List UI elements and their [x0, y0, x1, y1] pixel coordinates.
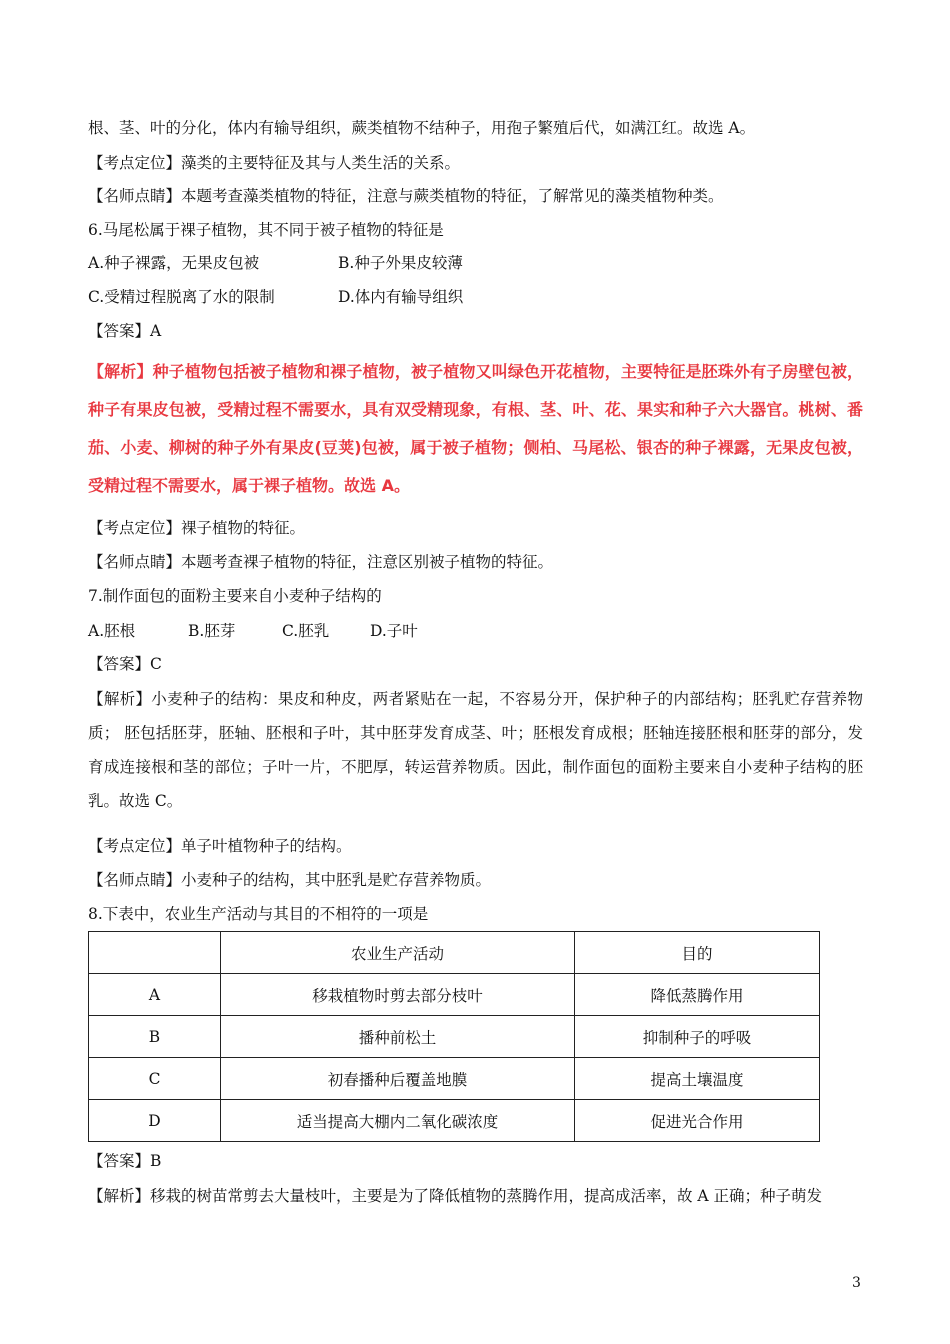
table-header-row: [89, 932, 820, 974]
q7-answer: 【答案】C: [88, 655, 162, 673]
table-cell: 初春播种后覆盖地膜: [221, 1058, 575, 1100]
q8-analysis: 【解析】移栽的树苗常剪去大量枝叶，主要是为了降低植物的蒸腾作用，提高成活率，故 A 正确；种子萌发: [88, 1187, 823, 1205]
q6-options-row2: [88, 286, 463, 308]
table-row: [89, 1100, 820, 1142]
table-cell: B: [89, 1016, 221, 1058]
table-cell: 降低蒸腾作用: [575, 974, 820, 1016]
question-7: 7.制作面包的面粉主要来自小麦种子结构的: [88, 587, 382, 605]
table-row: [89, 974, 820, 1016]
question-8: 8.下表中，农业生产活动与其目的不相符的一项是: [88, 905, 429, 923]
page-number: 3: [852, 1275, 861, 1291]
q7-teacher-tip: 【名师点睛】小麦种子的结构，其中胚乳是贮存营养物质。: [88, 871, 492, 889]
q7-key-point: 【考点定位】单子叶植物种子的结构。: [88, 837, 352, 855]
table-cell: 促进光合作用: [575, 1100, 820, 1142]
q6-key-point: 【考点定位】裸子植物的特征。: [88, 519, 306, 537]
table-header-cell: 目的: [575, 932, 820, 974]
table-cell: 移栽植物时剪去部分枝叶: [221, 974, 575, 1016]
table-cell: C: [89, 1058, 221, 1100]
table-cell: A: [89, 974, 221, 1016]
table-cell: 抑制种子的呼吸: [575, 1016, 820, 1058]
key-point-label: 【考点定位】藻类的主要特征及其与人类生活的关系。: [88, 154, 461, 172]
q7-analysis: 【解析】小麦种子的结构：果皮和种皮，两者紧贴在一起，不容易分开，保护种子的内部结构；胚乳贮存营养物质； 胚包括胚芽，胚轴、胚根和子叶，其中胚芽发育成茎、叶；胚根发育成根；胚轴连接胚根和胚芽的部分，发育成连接根和茎的部位；子叶一片，不肥厚，转运营养物质。因此，制作面包的面粉主要来自小麦种子结构的胚乳。故选 C。: [88, 690, 863, 810]
question-6: 6.马尾松属于裸子植物，其不同于被子植物的特征是: [88, 221, 444, 239]
q6-teacher-tip: 【名师点睛】本题考查裸子植物的特征，注意区别被子植物的特征。: [88, 553, 554, 571]
q7-options: [88, 620, 418, 642]
table-header-cell: [89, 932, 221, 974]
table-cell: 提高土壤温度: [575, 1058, 820, 1100]
q8-answer: 【答案】B: [88, 1152, 162, 1170]
teacher-tip: 【名师点睛】本题考查藻类植物的特征，注意与蕨类植物的特征，了解常见的藻类植物种类。: [88, 187, 724, 205]
q6-analysis: 【解析】种子植物包括被子植物和裸子植物，被子植物又叫绿色开花植物，主要特征是胚珠外有子房壁包被，种子有果皮包被，受精过程不需要水，具有双受精现象，有根、茎、叶、花、果实和种子六大器官。桃树、番茄、小麦、柳树的种子外有果皮(豆荚)包被，属于被子植物；侧柏、马尾松、银杏的种子裸露，无果皮包被，受精过程不需要水，属于裸子植物。故选 A。: [88, 362, 863, 495]
q7-option-c: C.胚乳: [282, 622, 330, 640]
q7-option-a: A.胚根: [88, 622, 136, 640]
q7-option-b: B.胚芽: [188, 622, 236, 640]
table-row: [89, 1016, 820, 1058]
q6-option-d: D.体内有输导组织: [338, 288, 464, 306]
table-row: [89, 1058, 820, 1100]
table-cell: D: [89, 1100, 221, 1142]
table-header-cell: 农业生产活动: [221, 932, 575, 974]
q6-answer: 【答案】A: [88, 322, 162, 340]
table-cell: 播种前松土: [221, 1016, 575, 1058]
q6-option-a: A.种子裸露，无果皮包被: [88, 254, 260, 272]
table-cell: 适当提高大棚内二氧化碳浓度: [221, 1100, 575, 1142]
activity-purpose-table: [88, 931, 820, 1142]
q6-option-b: B.种子外果皮较薄: [338, 254, 463, 272]
text-line: 根、茎、叶的分化，体内有输导组织，蕨类植物不结种子，用孢子繁殖后代，如满江红。故选 A。: [88, 119, 756, 137]
q6-option-c: C.受精过程脱离了水的限制: [88, 288, 275, 306]
q6-options-row1: [88, 252, 463, 274]
q7-option-d: D.子叶: [370, 622, 418, 640]
